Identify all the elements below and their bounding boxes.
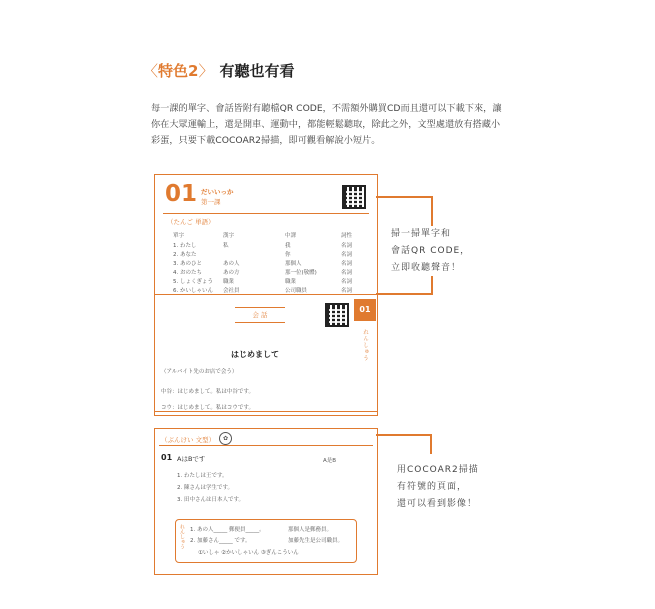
heading-tag: 特色2 xyxy=(158,62,199,80)
callout-line xyxy=(431,196,433,226)
cell: あの人 xyxy=(223,261,240,267)
intro-line: 彩蛋，只要下載COCOAR2掃描，即可觀看解說小短片。 xyxy=(151,135,381,146)
col-header: 單字 xyxy=(173,233,185,239)
practice-label: れんしゅう xyxy=(179,524,185,549)
vocab-qr-code[interactable] xyxy=(342,185,366,209)
conversation-line: （アルバイト先のお店で会う） xyxy=(161,369,238,375)
cell: 那個人 xyxy=(285,261,302,267)
grammar-example: 3. 田中さんは日本人です。 xyxy=(177,497,245,503)
cell: 公司職員 xyxy=(285,288,308,294)
cell: 6. かいしゃいん xyxy=(173,288,213,294)
callout-line xyxy=(431,276,433,294)
callout-line-text: 用COCOAR2掃描 xyxy=(397,465,479,475)
practice-box xyxy=(175,519,357,563)
heading-title: 有聽也有看 xyxy=(219,62,295,80)
cell: 5. しょくぎょう xyxy=(173,279,213,285)
cell: 名詞 xyxy=(341,279,353,285)
conversation-side-text: れんしゅう xyxy=(362,329,368,362)
cell: あの方 xyxy=(223,270,240,276)
callout-line-text: 還可以看到影像！ xyxy=(397,499,478,509)
callout-line xyxy=(376,196,432,198)
practice-item: 2. 加藤さん_____ です。 xyxy=(190,538,251,544)
callout-line-text: 立即收聽聲音！ xyxy=(391,263,462,273)
col-header: 詞性 xyxy=(341,233,353,239)
practice-options: ①いしゃ ②かいしゃいん ③ぎんこういん xyxy=(198,550,299,556)
table-row xyxy=(173,277,373,286)
callout-line xyxy=(376,434,432,436)
conversation-card xyxy=(154,294,378,412)
callout-line-text: 掃一掃單字和 xyxy=(391,229,452,239)
vocab-table xyxy=(173,231,373,295)
col-header: 漢字 xyxy=(223,233,235,239)
grammar-example: 1. わたしは王です。 xyxy=(177,473,228,479)
conversation-qr-code[interactable] xyxy=(325,303,349,327)
vocab-label: （たんご 単語） xyxy=(167,218,215,226)
cell: 職業 xyxy=(285,279,297,285)
lesson-number: 01 xyxy=(165,181,198,207)
section-heading xyxy=(143,60,294,81)
practice-item: 1. あの人_____ 郵便員_____。 xyxy=(190,527,265,533)
grammar-pattern-translation: A是B xyxy=(323,458,337,464)
grammar-card xyxy=(154,428,378,575)
table-row xyxy=(173,241,373,250)
table-row xyxy=(173,259,373,268)
conversation-label: 会 話 xyxy=(252,311,268,319)
cell: 職業 xyxy=(223,279,235,285)
grammar-pattern: AはBです xyxy=(177,455,206,463)
table-row xyxy=(173,250,373,259)
cell: 2. あなた xyxy=(173,252,197,258)
cell: 名詞 xyxy=(341,288,353,294)
practice-translation: 那個人是郵務員。 xyxy=(288,527,333,533)
cell: 3. あのひと xyxy=(173,261,202,267)
callout-line-text: 有符號的頁面， xyxy=(397,482,468,492)
intro-paragraph xyxy=(151,101,511,149)
col-header: 中譯 xyxy=(285,233,297,239)
heading-bracket-close: 〉 xyxy=(198,62,214,80)
callout-line xyxy=(430,434,432,454)
conversation-line: コウ：はじめまして。私はコウです。 xyxy=(161,405,254,411)
cell: 1. わたし xyxy=(173,243,197,249)
divider xyxy=(163,213,369,214)
cell: 名詞 xyxy=(341,252,353,258)
grammar-label: （ぶんけい 文型） xyxy=(161,436,216,444)
callout-line-text: 會話QR CODE， xyxy=(391,246,471,256)
cell: 会社員 xyxy=(223,288,240,294)
heading-bracket-open: 〈 xyxy=(143,62,159,80)
conversation-label-box xyxy=(235,307,285,323)
practice-translation: 加藤先生是公司職員。 xyxy=(288,538,344,544)
cell: 我 xyxy=(285,243,291,249)
table-row xyxy=(173,268,373,277)
grammar-example: 2. 陳さんは学生です。 xyxy=(177,485,234,491)
divider xyxy=(159,445,373,446)
intro-line: 每一課的單字、會話皆附有聽檔QR CODE，不需額外購買CD而且還可以下載下來，讓 xyxy=(151,103,502,114)
callout-bottom xyxy=(397,462,479,513)
callout-top xyxy=(391,226,470,277)
intro-line: 你在大眾運輸上，還是開車、運動中，都能輕鬆聽取，除此之外，文型處還放有搭藏小 xyxy=(151,119,501,130)
cell: 名詞 xyxy=(341,243,353,249)
lesson-title-jp: だいいっか xyxy=(201,188,234,196)
cell: 那一位(敬體) xyxy=(285,270,317,276)
cell: 4. おのたち xyxy=(173,270,202,276)
conversation-line: 中谷：はじめまして。私は中谷です。 xyxy=(161,389,254,395)
cell: 你 xyxy=(285,252,291,258)
conversation-heading: はじめまして xyxy=(231,350,279,359)
cell: 名詞 xyxy=(341,270,353,276)
cell: 私 xyxy=(223,243,229,249)
table-header xyxy=(173,231,373,241)
cocoar-icon[interactable]: ✿ xyxy=(219,432,232,445)
callout-line xyxy=(376,293,433,295)
grammar-number: 01 xyxy=(161,453,173,462)
conversation-tab: 01 xyxy=(354,299,376,321)
lesson-title-zh: 第一課 xyxy=(201,198,221,206)
cell: 名詞 xyxy=(341,261,353,267)
